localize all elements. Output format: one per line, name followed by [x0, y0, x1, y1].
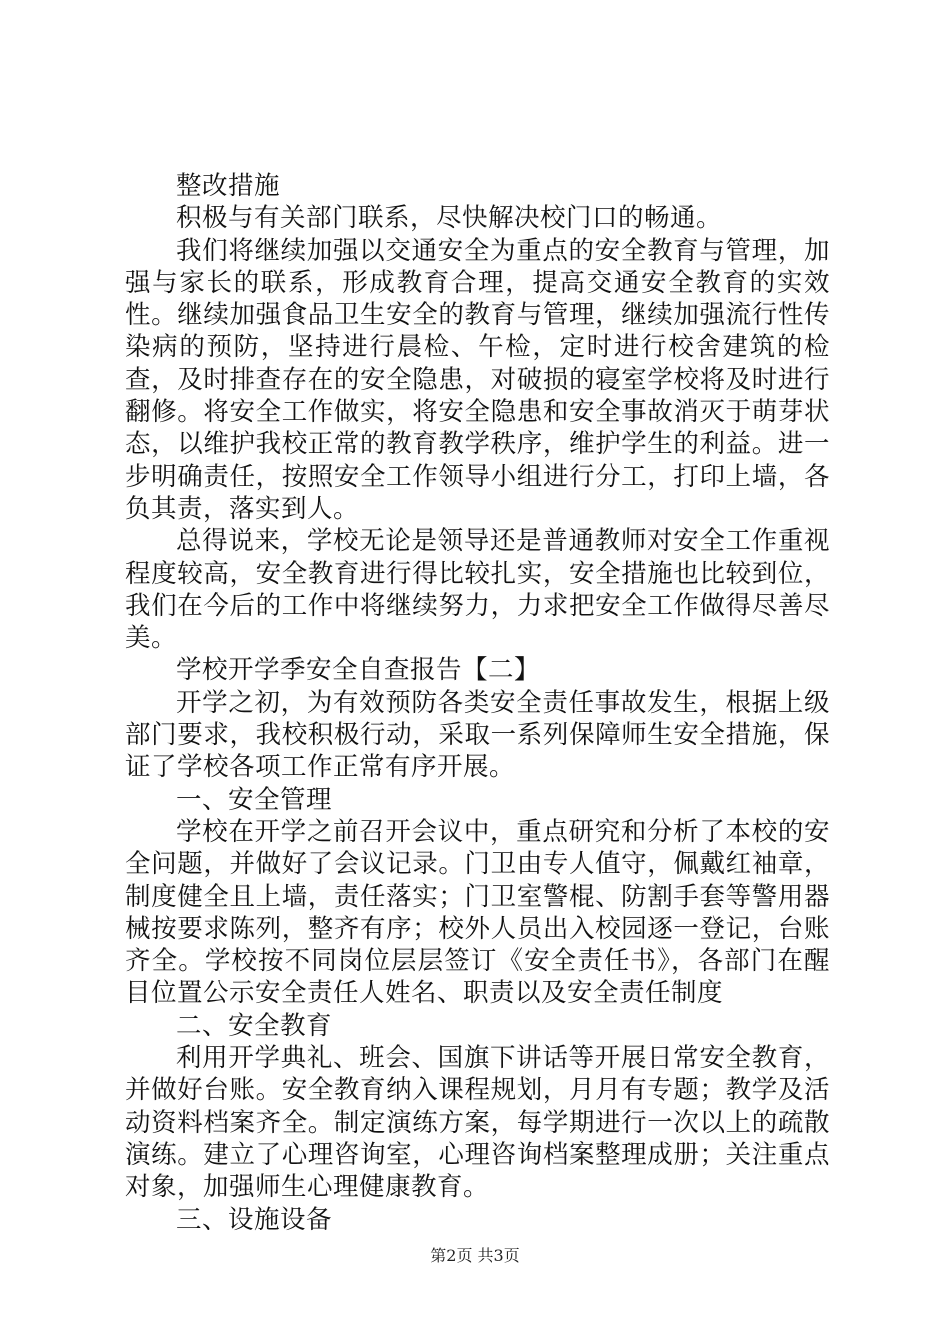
section-heading-rectification: 整改措施 — [176, 171, 281, 201]
paragraph: 学校在开学之前召开会议中，重点研究和分析了本校的安全问题，并做好了会议记录。门卫由专人值守，佩戴红袖章，制度健全且上墙，责任落实；门卫室警棍、防割手套等警用器械按要求陈列，整齐有序；校外人员出入校园逐一登记，台账齐全。学校按不同岗位层层签订《安全责任书》，各部门在醒目位置公示安全责任人姓名、职责以及安全责任制度 — [125, 816, 830, 1009]
paragraph: 开学之初，为有效预防各类安全责任事故发生，根据上级部门要求，我校积极行动，采取一系列保障师生安全措施，保证了学校各项工作正常有序开展。 — [125, 687, 830, 783]
section-heading-safety-management: 一、安全管理 — [176, 784, 333, 815]
section-heading-facilities: 三、设施设备 — [176, 1204, 333, 1235]
paragraph: 总得说来，学校无论是领导还是普通教师对安全工作重视程度较高，安全教育进行得比较扎实，安全措施也比较到位，我们在今后的工作中将继续努力，力求把安全工作做得尽善尽美。 — [125, 526, 830, 654]
paragraph: 利用开学典礼、班会、国旗下讲话等开展日常安全教育，并做好台账。安全教育纳入课程规划，月月有专题；教学及活动资料档案齐全。制定演练方案，每学期进行一次以上的疏散演练。建立了心理咨询室，心理咨询档案整理成册；关注重点对象，加强师生心理健康教育。 — [125, 1043, 830, 1203]
document-body — [125, 170, 830, 1236]
page-number-footer: 第2页 共3页 — [430, 1246, 520, 1265]
report-title: 学校开学季安全自查报告【二】 — [176, 655, 541, 686]
section-heading-safety-education: 二、安全教育 — [176, 1010, 333, 1041]
paragraph: 积极与有关部门联系，尽快解决校门口的畅通。 — [176, 203, 723, 234]
paragraph: 我们将继续加强以交通安全为重点的安全教育与管理，加强与家长的联系，形成教育合理，提高交通安全教育的实效性。继续加强食品卫生安全的教育与管理，继续加强流行性传染病的预防，坚持进行晨检、午检，定时进行校舍建筑的检查，及时排查存在的安全隐患，对破损的寝室学校将及时进行翻修。将安全工作做实，将安全隐患和安全事故消灭于萌芽状态，以维护我校正常的教育教学秩序，维护学生的利益。进一步明确责任，按照安全工作领导小组进行分工，打印上墙，各负其责，落实到人。 — [125, 235, 830, 524]
